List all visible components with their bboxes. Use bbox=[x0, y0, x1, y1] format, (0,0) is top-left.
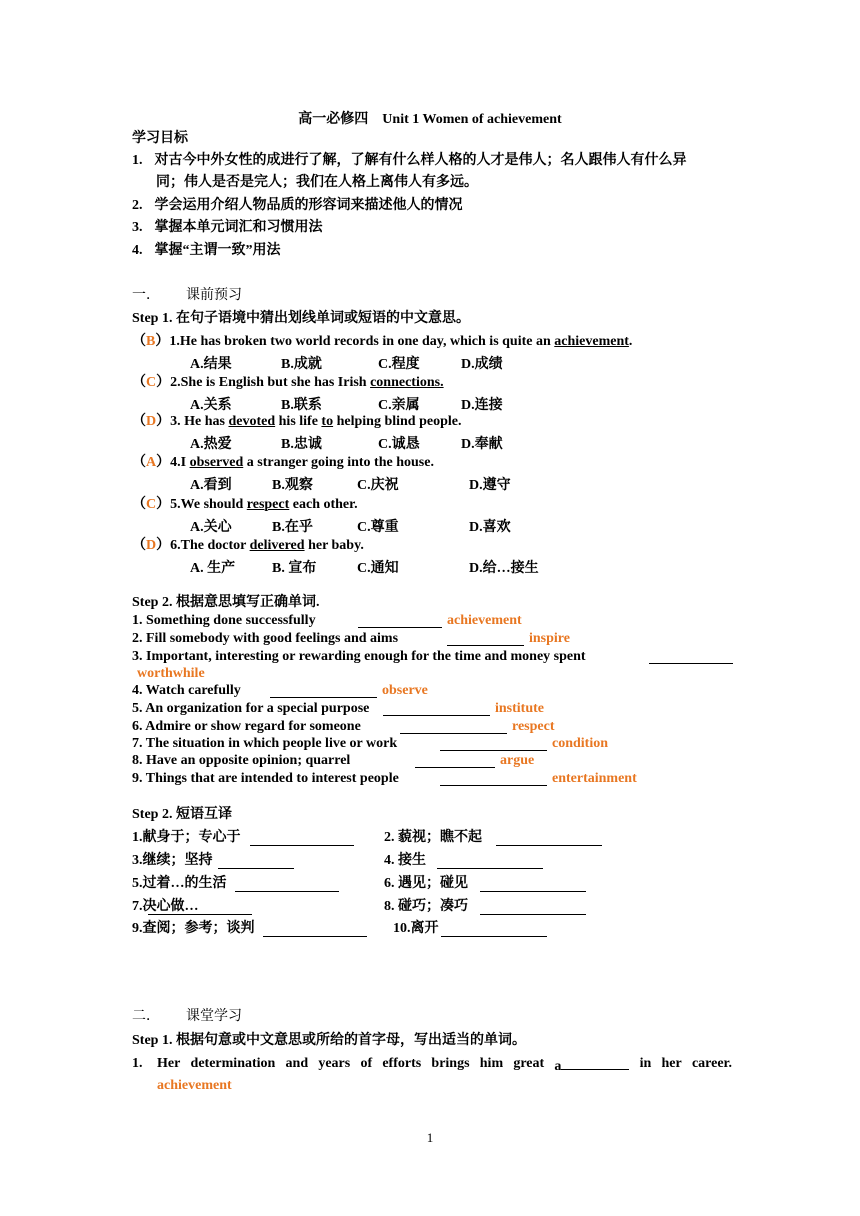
underlined-word: connections. bbox=[370, 375, 444, 390]
question-paren-close: ） bbox=[155, 334, 170, 349]
option-d: D.喜欢 bbox=[469, 520, 511, 535]
answer-word: entertainment bbox=[552, 771, 637, 786]
definition-text: 5. An organization for a special purpose bbox=[132, 701, 370, 716]
sentence-word: career. bbox=[691, 1056, 732, 1071]
sentence-word: of bbox=[360, 1056, 373, 1071]
sentence-word: brings bbox=[431, 1056, 470, 1071]
underlined-word: delivered bbox=[249, 538, 305, 553]
sentence-word: efforts bbox=[382, 1056, 422, 1071]
objective-1: 1. 对古今中外女性的成进行了解，了解有什么样人格的人才是伟人；名人跟伟人有什么异 bbox=[132, 153, 687, 168]
option-d: D.遵守 bbox=[469, 478, 511, 493]
question-text: . bbox=[628, 334, 633, 349]
option-d: D.给…接生 bbox=[469, 561, 539, 576]
objective-3: 3. 掌握本单元词汇和习惯用法 bbox=[132, 220, 323, 235]
question-text: The doctor bbox=[180, 538, 250, 553]
question-text: helping blind people. bbox=[333, 414, 462, 429]
option-b: B.成就 bbox=[281, 357, 322, 372]
definition-text: 6. Admire or show regard for someone bbox=[132, 719, 361, 734]
definition-text: 7. The situation in which people live or work bbox=[132, 736, 398, 751]
question-text: We should bbox=[180, 497, 247, 512]
word-with-blank bbox=[554, 1055, 629, 1076]
option-a: A.看到 bbox=[190, 478, 232, 493]
phrase-left: 1.献身于；专心于 bbox=[132, 830, 241, 845]
question-number: 6. bbox=[170, 538, 181, 553]
definition-text: 4. Watch carefully bbox=[132, 683, 241, 698]
underlined-word: observed bbox=[189, 455, 244, 470]
phrase-left: 9.查阅；参考；谈判 bbox=[132, 921, 255, 936]
objective-4: 4. 掌握“主谓一致”用法 bbox=[132, 243, 281, 258]
question-line bbox=[132, 374, 444, 392]
phrase-blank bbox=[441, 922, 547, 937]
question-number: 5. bbox=[170, 497, 181, 512]
objective-2: 2. 学会运用介绍人物品质的形容词来描述他人的情况 bbox=[132, 198, 463, 213]
sentence-word: a bbox=[554, 1059, 562, 1074]
question-paren-close: ） bbox=[156, 375, 171, 390]
option-a: A. 生产 bbox=[190, 561, 236, 576]
question-paren-open: （ bbox=[132, 497, 146, 512]
sentence-word: years bbox=[318, 1056, 351, 1071]
question-paren-close: ） bbox=[156, 538, 171, 553]
underlined-word: to bbox=[321, 414, 334, 429]
underlined-word: achievement bbox=[554, 334, 629, 349]
question-paren-close: ） bbox=[156, 455, 171, 470]
option-d: D.成绩 bbox=[461, 357, 503, 372]
option-a: A.关系 bbox=[190, 398, 232, 413]
phrase-left: 7.决心做… bbox=[132, 899, 199, 914]
answer-word: worthwhile bbox=[137, 666, 205, 681]
definition-text: 1. Something done successfully bbox=[132, 613, 316, 628]
question-answer: A bbox=[146, 455, 157, 470]
question-text: He has bbox=[180, 414, 229, 429]
answer-blank bbox=[447, 631, 524, 646]
question-line bbox=[132, 537, 364, 555]
option-a: A.热爱 bbox=[190, 437, 232, 452]
section2-q1-answer: achievement bbox=[157, 1078, 232, 1093]
answer-blank bbox=[649, 649, 733, 664]
definition-text: 2. Fill somebody with good feelings and aims bbox=[132, 631, 399, 646]
objective-1-cont: 同；伟人是否是完人；我们在人格上离伟人有多远。 bbox=[156, 175, 478, 190]
answer-word: argue bbox=[500, 753, 535, 768]
question-paren-close: ） bbox=[156, 414, 171, 429]
definition-text: 8. Have an opposite opinion; quarrel bbox=[132, 753, 351, 768]
question-number: 3. bbox=[170, 414, 181, 429]
question-answer: C bbox=[146, 375, 157, 390]
question-text: his life bbox=[275, 414, 322, 429]
definition-text: 9. Things that are intended to interest people bbox=[132, 771, 399, 786]
question-paren-close: ） bbox=[156, 497, 171, 512]
section2-q1-sentence bbox=[157, 1055, 732, 1076]
phrase-right: 10.离开 bbox=[393, 921, 439, 936]
question-text: She is English but she has Irish bbox=[180, 375, 371, 390]
question-paren-open: （ bbox=[132, 538, 146, 553]
sentence-word: in bbox=[639, 1056, 652, 1071]
phrase-blank bbox=[235, 877, 339, 892]
question-paren-open: （ bbox=[132, 414, 146, 429]
option-c: C.亲属 bbox=[378, 398, 420, 413]
underlined-word: devoted bbox=[228, 414, 276, 429]
option-b: B.观察 bbox=[272, 478, 313, 493]
option-a: A.关心 bbox=[190, 520, 232, 535]
phrase-blank bbox=[148, 900, 252, 915]
answer-blank bbox=[358, 613, 442, 628]
phrase-blank bbox=[437, 854, 543, 869]
step2-heading: Step 2. 根据意思填写正确单词. bbox=[132, 595, 320, 610]
phrase-right: 2. 藐视；瞧不起 bbox=[384, 830, 482, 845]
option-b: B.联系 bbox=[281, 398, 322, 413]
objectives-heading: 学习目标 bbox=[132, 131, 188, 146]
option-d: D.连接 bbox=[461, 398, 503, 413]
answer-blank bbox=[383, 701, 490, 716]
question-line bbox=[132, 413, 461, 431]
answer-blank bbox=[415, 753, 495, 768]
phrase-blank bbox=[218, 854, 294, 869]
question-line bbox=[132, 496, 358, 514]
answer-blank bbox=[440, 736, 547, 751]
sentence-word: him bbox=[479, 1056, 504, 1071]
phrase-left: 5.过着…的生活 bbox=[132, 876, 227, 891]
question-number: 2. bbox=[170, 375, 181, 390]
section2-q1-num: 1. bbox=[132, 1056, 143, 1071]
step3-heading: Step 2. 短语互译 bbox=[132, 807, 232, 822]
definition-text: 3. Important, interesting or rewarding enough for the time and money spent bbox=[132, 649, 586, 664]
phrase-blank bbox=[496, 831, 602, 846]
section-2-heading: 二． 课堂学习 bbox=[132, 1009, 242, 1024]
sentence-word: Her bbox=[157, 1056, 181, 1071]
option-c: C.尊重 bbox=[357, 520, 399, 535]
option-b: B. 宣布 bbox=[272, 561, 317, 576]
question-answer: C bbox=[146, 497, 157, 512]
sentence-word: determination bbox=[190, 1056, 276, 1071]
phrase-blank bbox=[250, 831, 354, 846]
sentence-word: her bbox=[661, 1056, 682, 1071]
option-b: B.在乎 bbox=[272, 520, 313, 535]
question-line bbox=[132, 333, 632, 351]
question-number: 4. bbox=[170, 455, 181, 470]
option-c: C.诚恳 bbox=[378, 437, 420, 452]
question-answer: D bbox=[146, 414, 157, 429]
question-paren-open: （ bbox=[132, 375, 146, 390]
answer-blank bbox=[440, 771, 547, 786]
answer-blank bbox=[270, 683, 377, 698]
page-number: 1 bbox=[426, 1130, 434, 1145]
phrase-right: 6. 遇见；碰见 bbox=[384, 876, 468, 891]
question-answer: B bbox=[146, 334, 156, 349]
answer-word: observe bbox=[382, 683, 428, 698]
option-b: B.忠诚 bbox=[281, 437, 322, 452]
question-text: each other. bbox=[289, 497, 358, 512]
option-c: C.程度 bbox=[378, 357, 420, 372]
question-text: I bbox=[180, 455, 190, 470]
underlined-word: respect bbox=[246, 497, 290, 512]
section2-step1-heading: Step 1. 根据句意或中文意思或所给的首字母，写出适当的单词。 bbox=[132, 1033, 526, 1048]
question-text: a stranger going into the house. bbox=[243, 455, 434, 470]
answer-word: condition bbox=[552, 736, 609, 751]
option-a: A.结果 bbox=[190, 357, 232, 372]
option-d: D.奉献 bbox=[461, 437, 503, 452]
section-1-heading: 一． 课前预习 bbox=[132, 288, 242, 303]
phrase-blank bbox=[480, 877, 586, 892]
phrase-right: 8. 碰巧；凑巧 bbox=[384, 899, 468, 914]
question-paren-open: （ bbox=[132, 334, 146, 349]
answer-blank bbox=[400, 719, 507, 734]
answer-word: respect bbox=[512, 719, 555, 734]
answer-word: inspire bbox=[529, 631, 570, 646]
page-title: 高一必修四 Unit 1 Women of achievement bbox=[298, 112, 562, 127]
sentence-word: great bbox=[513, 1056, 545, 1071]
answer-word: achievement bbox=[447, 613, 522, 628]
question-text: He has broken two world records in one day, which is quite an bbox=[179, 334, 555, 349]
option-c: C.通知 bbox=[357, 561, 399, 576]
answer-blank bbox=[561, 1055, 629, 1070]
phrase-right: 4. 接生 bbox=[384, 853, 426, 868]
question-number: 1. bbox=[169, 334, 180, 349]
question-answer: D bbox=[146, 538, 157, 553]
question-text: her baby. bbox=[304, 538, 364, 553]
question-line bbox=[132, 454, 434, 472]
sentence-word: and bbox=[285, 1056, 309, 1071]
question-paren-open: （ bbox=[132, 455, 146, 470]
phrase-blank bbox=[480, 900, 586, 915]
step1-heading: Step 1. 在句子语境中猜出划线单词或短语的中文意思。 bbox=[132, 311, 470, 326]
phrase-blank bbox=[263, 922, 367, 937]
phrase-left: 3.继续；坚持 bbox=[132, 853, 213, 868]
option-c: C.庆祝 bbox=[357, 478, 399, 493]
answer-word: institute bbox=[495, 701, 544, 716]
